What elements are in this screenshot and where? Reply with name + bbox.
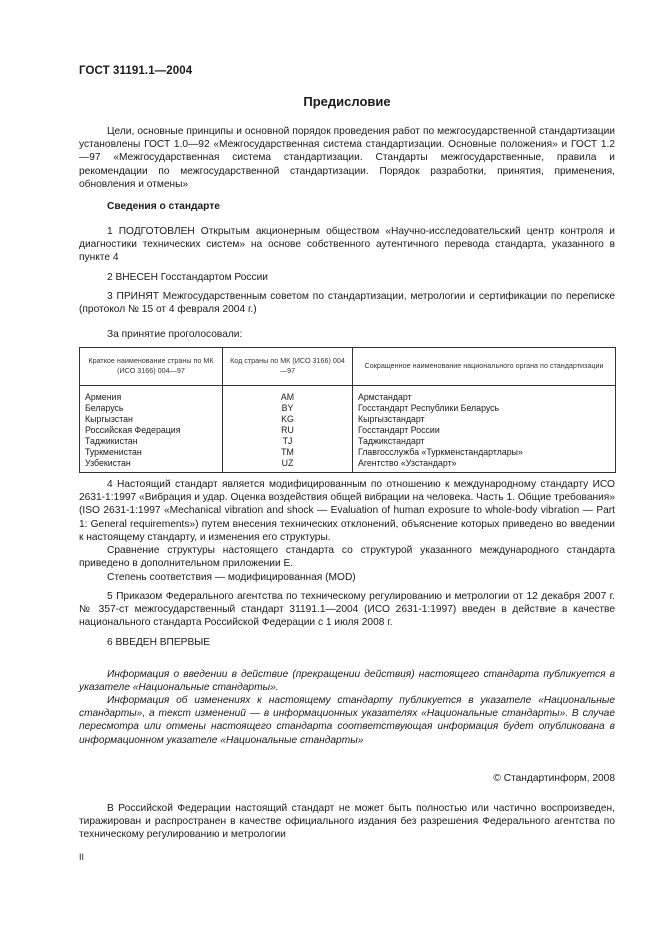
country-name: Армения <box>80 386 223 404</box>
page-title: Предисловие <box>303 94 391 109</box>
country-code: AM <box>223 386 353 404</box>
table-row <box>80 414 616 425</box>
country-name: Туркменистан <box>80 447 223 458</box>
country-code: TJ <box>223 436 353 447</box>
country-name: Российская Федерация <box>80 425 223 436</box>
item-2-introduced: 2 ВНЕСЕН Госстандартом России <box>107 272 268 283</box>
country-name: Узбекистан <box>80 458 223 473</box>
column-header-body: Сокращенное наименование национального органа по стандартизации <box>353 348 616 386</box>
voting-countries-table <box>79 347 616 473</box>
intro-paragraph: Цели, основные принципы и основной порядок проведения работ по межгосударственной стандартизации установлены ГОСТ 1.0—92 «Межгосударственная система стандартизации. Основные положения» и ГОСТ 1.2—97 «Межгосударственная система стандартизации. Стандарты межгосударственные, правила и рекомендации по межгосударственной стандартизации. Порядок разработки, принятия, применения, обновления и отмены» <box>79 126 615 190</box>
country-name: Кыргызстан <box>80 414 223 425</box>
standards-body: Таджикстандарт <box>353 436 616 447</box>
country-code: BY <box>223 403 353 414</box>
page-number: II <box>79 852 85 862</box>
standards-body: Армстандарт <box>353 386 616 404</box>
table-row <box>80 447 616 458</box>
item-4-degree: Степень соответствия — модифицированная (MOD) <box>107 572 356 583</box>
notice-paragraph-2: Информация об изменениях к настоящему стандарту публикуется в указателе «Национальные стандарты», а текст изменений — в информационных указателях «Национальные стандарты». В случае пересмотра или отмены настоящего стандарта соответствующая информация будет опубликована в информационном указателе «Национальные стандарты» <box>79 695 615 746</box>
copyright-line: © Стандартинформ, 2008 <box>493 773 615 784</box>
item-3-adopted: 3 ПРИНЯТ Межгосударственным советом по стандартизации, метрологии и сертификации по переписке (протокол № 15 от 4 февраля 2004 г.) <box>79 291 615 316</box>
country-code: RU <box>223 425 353 436</box>
country-code: KG <box>223 414 353 425</box>
standards-body: Госстандарт России <box>353 425 616 436</box>
standards-body: Главгосслужба «Туркменстандартлары» <box>353 447 616 458</box>
info-heading: Сведения о стандарте <box>107 201 220 212</box>
table-row <box>80 386 616 404</box>
voted-label: За принятие проголосовали: <box>107 329 243 340</box>
item-6-first-introduced: 6 ВВЕДЕН ВПЕРВЫЕ <box>107 637 211 648</box>
reproduction-notice: В Российской Федерации настоящий стандарт не может быть полностью или частично воспроизведен, тиражирован и распространен в качестве официального издания без разрешения Федерального агентства по техническому регулированию и метрологии <box>79 803 615 841</box>
country-name: Таджикистан <box>80 436 223 447</box>
table-row <box>80 403 616 414</box>
standards-body: Агентство «Узстандарт» <box>353 458 616 473</box>
table-row <box>80 436 616 447</box>
column-header-country: Краткое наименование страны по МК (ИСО 3166) 004—97 <box>80 348 223 386</box>
country-name: Беларусь <box>80 403 223 414</box>
item-4-comparison: Сравнение структуры настоящего стандарта со структурой указанного международного стандарта приведено в дополнительном приложении Е. <box>79 545 615 570</box>
table-row <box>80 425 616 436</box>
item-5-order: 5 Приказом Федерального агентства по техническому регулированию и метрологии от 12 декабря 2007 г. № 357-ст межгосударственный стандарт 31191.1—2004 (ИСО 2631-1:1997) введен в действие в качестве национального стандарта Российской Федерации с 1 июля 2008 г. <box>79 591 615 629</box>
column-header-code: Код страны по МК (ИСО 3166) 004—97 <box>223 348 353 386</box>
standard-number-header: ГОСТ 31191.1—2004 <box>79 65 193 77</box>
item-4-modified: 4 Настоящий стандарт является модифицированным по отношению к международному стандарту ИСО 2631-1:1997 «Вибрация и удар. Оценка воздействия общей вибрации на человека. Часть 1. Общие требования» (ISO 2631-1:1997 «Mechanical vibration and shock — Evaluation of human exposure to whole-body vibration — Part 1: General requirements») путем внесения технических отклонений, объяснение которых приведено во введении к настоящему стандарту, и изменения его структуры. <box>79 479 615 543</box>
item-1-prepared: 1 ПОДГОТОВЛЕН Открытым акционерным обществом «Научно-исследовательский центр контроля и диагностики технических систем» на основе собственного аутентичного перевода стандарта, указанного в пункте 4 <box>79 226 615 264</box>
country-code: UZ <box>223 458 353 473</box>
notice-paragraph-1: Информация о введении в действие (прекращении действия) настоящего стандарта публикуется в указателе «Национальные стандарты». <box>79 669 615 694</box>
table-header-row <box>80 348 616 386</box>
country-code: TM <box>223 447 353 458</box>
table-row <box>80 458 616 473</box>
standards-body: Кыргызстандарт <box>353 414 616 425</box>
standards-body: Госстандарт Республики Беларусь <box>353 403 616 414</box>
